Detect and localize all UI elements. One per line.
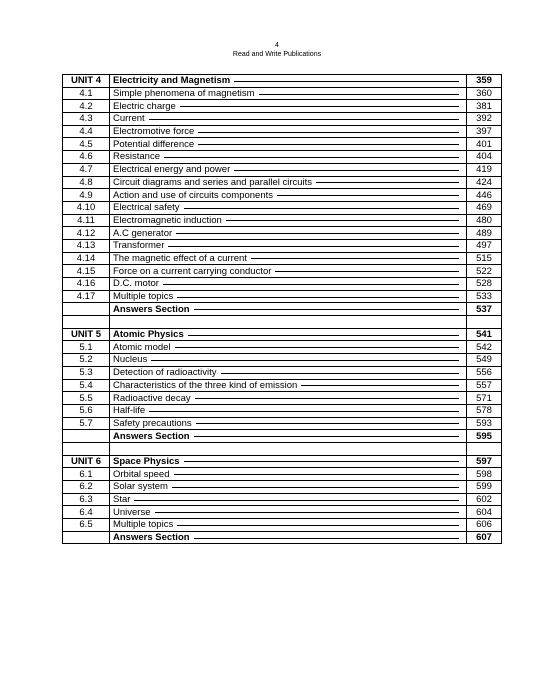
section-number: UNIT 5 (63, 328, 110, 341)
leader-line (168, 246, 459, 247)
section-title: Atomic Physics (113, 329, 184, 341)
section-title-cell (110, 163, 467, 176)
section-title-cell (110, 468, 467, 481)
spacer-row (63, 316, 502, 329)
leader-line (198, 132, 459, 133)
section-title: Electromagnetic induction (113, 214, 222, 226)
section-number: 5.5 (63, 392, 110, 405)
section-title-cell (110, 138, 467, 151)
publisher-name: Read and Write Publications (232, 51, 322, 58)
leader-line (275, 271, 459, 272)
leader-line (277, 195, 459, 196)
topic-row (63, 163, 502, 176)
section-title: Answers Section (113, 303, 190, 315)
topic-row (63, 151, 502, 164)
topic-row (63, 366, 502, 379)
section-title: Current (113, 113, 145, 125)
leader-line (149, 119, 459, 120)
leader-line (164, 157, 459, 158)
section-number: 4.5 (63, 138, 110, 151)
leader-line (301, 385, 459, 386)
answers-row (63, 430, 502, 443)
section-title: Solar system (113, 481, 168, 493)
section-title: A.C generator (113, 227, 173, 239)
topic-row (63, 354, 502, 367)
page-number-cell: 497 (467, 239, 502, 252)
section-title: Action and use of circuits components (113, 189, 274, 201)
section-number (63, 430, 110, 443)
topic-row (63, 201, 502, 214)
page-number-cell: 381 (467, 100, 502, 113)
leader-line (180, 106, 459, 107)
topic-row (63, 125, 502, 138)
topic-row (63, 87, 502, 100)
section-title-cell (110, 151, 467, 164)
section-number: 4.6 (63, 151, 110, 164)
topic-row (63, 227, 502, 240)
section-title: Radioactive decay (113, 392, 191, 404)
section-number: UNIT 6 (63, 455, 110, 468)
section-number: 5.7 (63, 417, 110, 430)
section-number: 5.1 (63, 341, 110, 354)
topic-row (63, 392, 502, 405)
leader-line (134, 500, 459, 501)
page-number-cell: 604 (467, 506, 502, 519)
section-number: 5.2 (63, 354, 110, 367)
section-number: UNIT 4 (63, 75, 110, 88)
leader-line (196, 423, 459, 424)
leader-line (234, 81, 459, 82)
page-number-cell: 597 (467, 455, 502, 468)
section-title: Universe (113, 506, 151, 518)
section-number: 4.16 (63, 278, 110, 291)
section-number: 4.1 (63, 87, 110, 100)
section-number: 6.3 (63, 493, 110, 506)
section-title-cell (110, 379, 467, 392)
section-title: Star (113, 494, 131, 506)
page-number-cell: 593 (467, 417, 502, 430)
section-number: 4.4 (63, 125, 110, 138)
section-title-cell (110, 493, 467, 506)
topic-row (63, 138, 502, 151)
topic-row (63, 519, 502, 532)
page-number-cell: 542 (467, 341, 502, 354)
section-title: Detection of radioactivity (113, 367, 217, 379)
leader-line (226, 220, 459, 221)
page-number-cell: 522 (467, 265, 502, 278)
section-title: D.C. motor (113, 278, 159, 290)
page-number-cell: 528 (467, 278, 502, 291)
answers-row (63, 531, 502, 544)
page-number-cell: 360 (467, 87, 502, 100)
section-title-cell (110, 303, 467, 316)
section-title: Characteristics of the three kind of emission (113, 379, 298, 391)
section-number: 6.2 (63, 481, 110, 494)
page-number-cell: 469 (467, 201, 502, 214)
leader-line (188, 335, 459, 336)
page-number-cell: 404 (467, 151, 502, 164)
section-number: 5.4 (63, 379, 110, 392)
section-title-cell (110, 239, 467, 252)
section-title-cell (110, 75, 467, 88)
page-number-cell: 537 (467, 303, 502, 316)
section-title-cell (110, 201, 467, 214)
answers-row (63, 303, 502, 316)
section-title: Multiple topics (113, 519, 174, 531)
section-title-cell (110, 481, 467, 494)
page-number-cell (467, 442, 502, 455)
unit-row (63, 455, 502, 468)
section-title-cell (110, 214, 467, 227)
leader-line (184, 461, 459, 462)
leader-line (194, 538, 459, 539)
section-title-cell (110, 341, 467, 354)
section-title-cell (110, 87, 467, 100)
page-number-cell (467, 316, 502, 329)
topic-row (63, 252, 502, 265)
section-number (63, 531, 110, 544)
leader-line (316, 182, 459, 183)
leader-line (172, 487, 459, 488)
page-number-cell: 541 (467, 328, 502, 341)
section-title: Electrical safety (113, 202, 180, 214)
topic-row (63, 481, 502, 494)
section-title-cell (110, 404, 467, 417)
topic-row (63, 417, 502, 430)
section-number (63, 316, 110, 329)
section-number: 4.7 (63, 163, 110, 176)
section-number: 4.3 (63, 113, 110, 126)
page-number-cell: 571 (467, 392, 502, 405)
leader-line (198, 144, 459, 145)
section-title: Potential difference (113, 138, 195, 150)
leader-line (184, 208, 459, 209)
section-title: Resistance (113, 151, 160, 163)
leader-line (175, 347, 459, 348)
table-of-contents (62, 74, 502, 544)
topic-row (63, 404, 502, 417)
section-title: Transformer (113, 240, 165, 252)
section-number: 5.3 (63, 366, 110, 379)
section-title-cell (110, 506, 467, 519)
section-title-cell (110, 113, 467, 126)
section-title-cell (110, 354, 467, 367)
leader-line (163, 284, 459, 285)
leader-line (177, 525, 459, 526)
page-number-cell: 607 (467, 531, 502, 544)
leader-line (151, 360, 459, 361)
section-title: Circuit diagrams and series and parallel circuits (113, 176, 313, 188)
page-number-cell: 392 (467, 113, 502, 126)
topic-row (63, 189, 502, 202)
page-number-cell: 606 (467, 519, 502, 532)
page-number-cell: 419 (467, 163, 502, 176)
page-number-cell: 599 (467, 481, 502, 494)
leader-line (149, 411, 459, 412)
section-number (63, 442, 110, 455)
section-title-cell (110, 290, 467, 303)
section-title-cell (110, 252, 467, 265)
leader-line (155, 512, 460, 513)
page-number-cell: 515 (467, 252, 502, 265)
section-title: Electric charge (113, 100, 176, 112)
leader-line (234, 170, 459, 171)
section-title-cell (110, 442, 467, 455)
section-title-cell (110, 316, 467, 329)
section-title: Force on a current carrying conductor (113, 265, 272, 277)
section-number: 4.9 (63, 189, 110, 202)
page-number-cell: 489 (467, 227, 502, 240)
topic-row (63, 506, 502, 519)
section-title-cell (110, 189, 467, 202)
section-title-cell (110, 366, 467, 379)
page-number: 4 (275, 42, 279, 49)
leader-line (195, 398, 459, 399)
section-title: Orbital speed (113, 468, 170, 480)
page-number-cell: 578 (467, 404, 502, 417)
topic-row (63, 341, 502, 354)
section-title-cell (110, 100, 467, 113)
section-title: Electromotive force (113, 126, 195, 138)
section-title-cell (110, 531, 467, 544)
leader-line (177, 297, 459, 298)
section-title: Electricity and Magnetism (113, 75, 231, 87)
section-title: Electrical energy and power (113, 164, 231, 176)
topic-row (63, 100, 502, 113)
section-title-cell (110, 519, 467, 532)
page-number-cell: 480 (467, 214, 502, 227)
page-number-cell: 557 (467, 379, 502, 392)
topic-row (63, 113, 502, 126)
topic-row (63, 379, 502, 392)
section-title-cell (110, 227, 467, 240)
topic-row (63, 265, 502, 278)
section-number: 6.5 (63, 519, 110, 532)
section-title: Half-life (113, 405, 146, 417)
leader-line (259, 94, 459, 95)
section-title-cell (110, 328, 467, 341)
section-title: Space Physics (113, 455, 180, 467)
leader-line (251, 258, 459, 259)
section-number (63, 303, 110, 316)
topic-row (63, 239, 502, 252)
leader-line (174, 474, 459, 475)
section-title-cell (110, 265, 467, 278)
section-title-cell (110, 417, 467, 430)
topic-row (63, 176, 502, 189)
page-number-cell: 446 (467, 189, 502, 202)
section-title-cell (110, 278, 467, 291)
section-number: 6.4 (63, 506, 110, 519)
page-number-cell: 602 (467, 493, 502, 506)
page-number-cell: 401 (467, 138, 502, 151)
page-number-cell: 397 (467, 125, 502, 138)
leader-line (176, 233, 459, 234)
section-number: 6.1 (63, 468, 110, 481)
page-number-cell: 556 (467, 366, 502, 379)
section-title-cell (110, 455, 467, 468)
section-number: 5.6 (63, 404, 110, 417)
page-number-cell: 549 (467, 354, 502, 367)
page-number-cell: 533 (467, 290, 502, 303)
section-number: 4.10 (63, 201, 110, 214)
section-number: 4.11 (63, 214, 110, 227)
section-title: Multiple topics (113, 291, 174, 303)
leader-line (221, 373, 460, 374)
section-title: Answers Section (113, 430, 190, 442)
section-title-cell (110, 176, 467, 189)
topic-row (63, 493, 502, 506)
section-number: 4.15 (63, 265, 110, 278)
topic-row (63, 290, 502, 303)
page-number-cell: 598 (467, 468, 502, 481)
section-number: 4.13 (63, 239, 110, 252)
section-number: 4.2 (63, 100, 110, 113)
leader-line (194, 436, 459, 437)
page-number-cell: 424 (467, 176, 502, 189)
section-number: 4.14 (63, 252, 110, 265)
unit-row (63, 75, 502, 88)
page-number-cell: 359 (467, 75, 502, 88)
unit-row (63, 328, 502, 341)
topic-row (63, 278, 502, 291)
section-title-cell (110, 125, 467, 138)
section-title-cell (110, 392, 467, 405)
section-title: Answers Section (113, 532, 190, 544)
section-number: 4.8 (63, 176, 110, 189)
section-title: Atomic model (113, 341, 171, 353)
section-number: 4.12 (63, 227, 110, 240)
page-number-cell: 595 (467, 430, 502, 443)
section-title: Safety precautions (113, 417, 192, 429)
section-title: The magnetic effect of a current (113, 252, 247, 264)
topic-row (63, 214, 502, 227)
spacer-row (63, 442, 502, 455)
leader-line (194, 309, 459, 310)
toc-body (63, 75, 502, 544)
section-number: 4.17 (63, 290, 110, 303)
section-title: Simple phenomena of magnetism (113, 88, 255, 100)
topic-row (63, 468, 502, 481)
section-title-cell (110, 430, 467, 443)
section-title: Nucleus (113, 354, 148, 366)
